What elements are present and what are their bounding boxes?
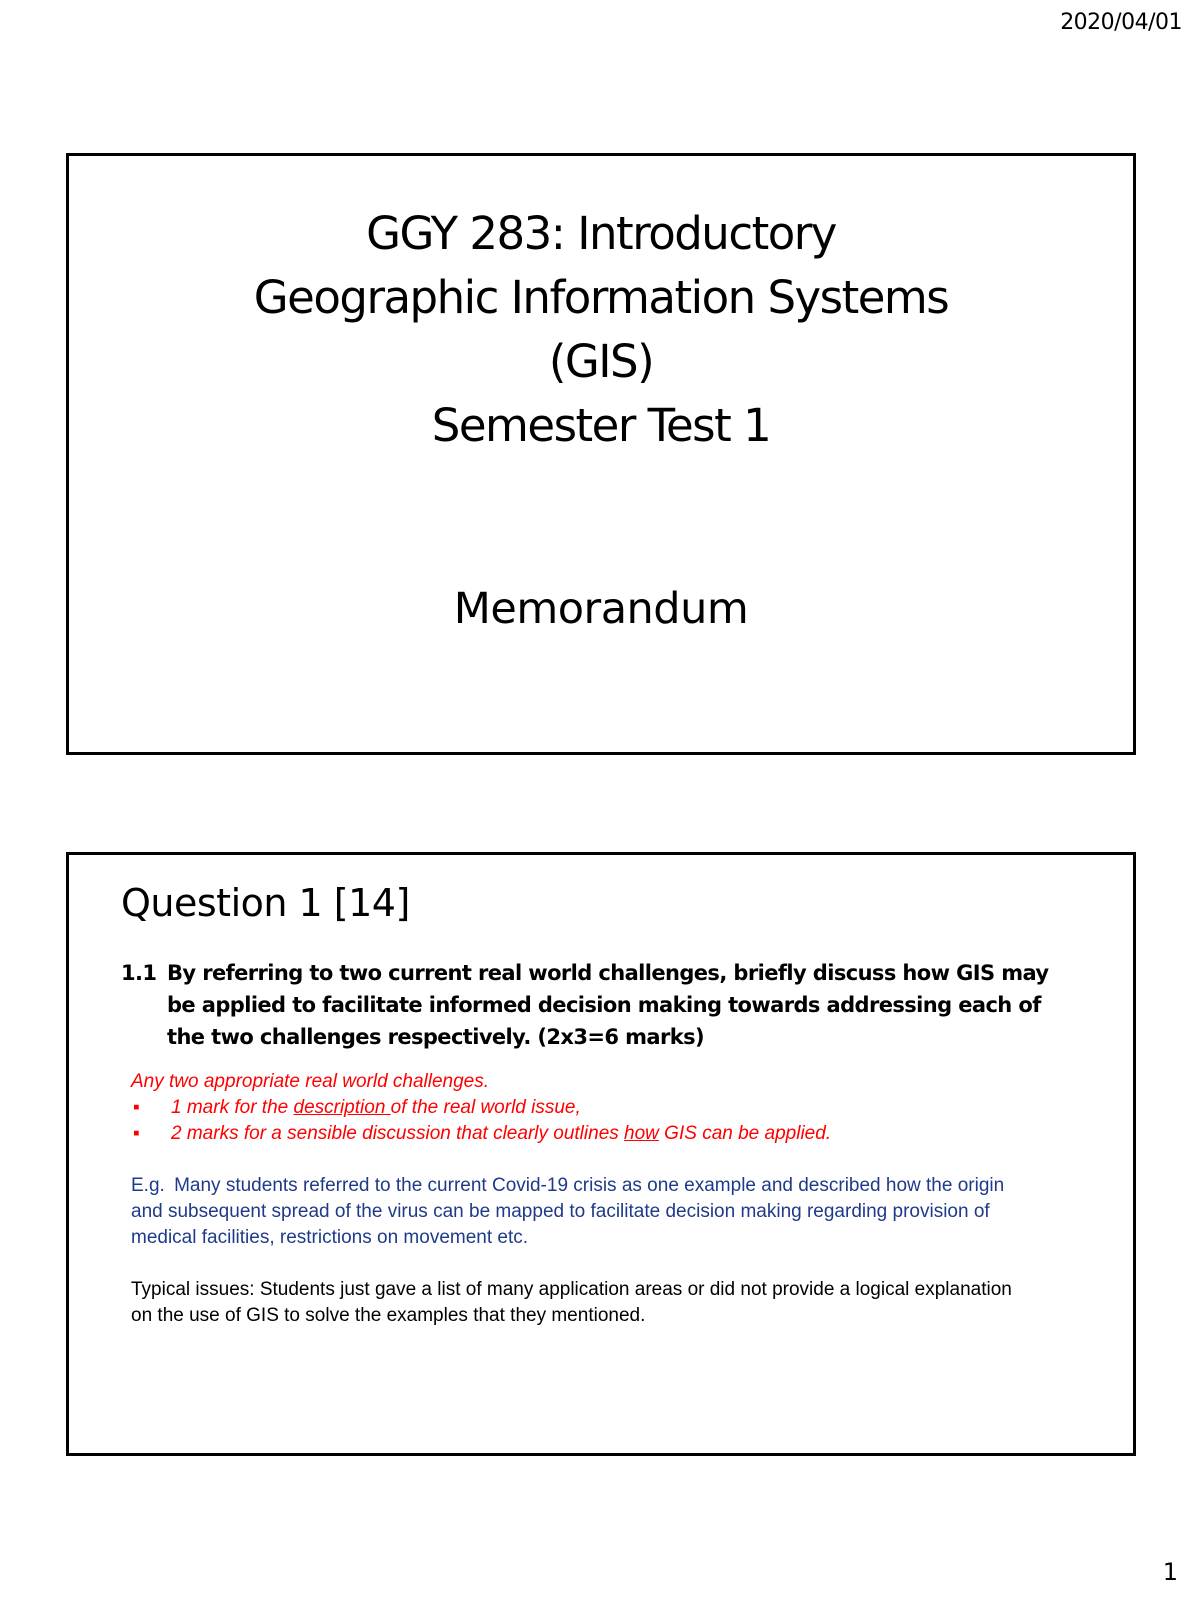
bullet-icon: ▪ [133, 1123, 140, 1144]
marking-item-underlined: description [293, 1097, 391, 1118]
example-answer [131, 1173, 1031, 1251]
marking-item-text-before: 1 mark for the [171, 1097, 294, 1118]
marking-item [131, 1121, 1091, 1147]
question-slide [66, 852, 1136, 1456]
marking-item [131, 1095, 1091, 1121]
example-text: Many students referred to the current Covid-19 crisis as one example and described how the origin and subsequent spread of the virus can be mapped to facilitate decision making regarding provision of medical facilities, restrictions on movement etc. [131, 1175, 1005, 1248]
page-number: 1 [1162, 1558, 1178, 1586]
title-line-subject: Geographic Information Systems [253, 271, 949, 324]
marking-item-underlined: how [624, 1123, 659, 1144]
marking-item-text-after: of the real world issue, [390, 1097, 581, 1118]
slide-subtitle: Memorandum [453, 584, 749, 634]
typical-issues: Typical issues: Students just gave a list of many application areas or did not provide a logical explanation on the use of GIS to solve the examples that they mentioned. [131, 1279, 1012, 1326]
marking-intro: Any two appropriate real world challenges. [131, 1071, 490, 1092]
bullet-icon: ▪ [133, 1097, 140, 1118]
marking-list [131, 1095, 1091, 1147]
title-line-acronym: (GIS) [548, 335, 654, 388]
marking-guideline [131, 1069, 1091, 1147]
title-slide [66, 153, 1136, 755]
question-number: 1.1 [121, 961, 157, 985]
question-heading: Question 1 [14] [121, 881, 410, 925]
marking-item-text-before: 2 marks for a sensible discussion that clearly outlines [171, 1123, 625, 1144]
slide-title [69, 202, 1133, 458]
example-lead: E.g. [131, 1175, 165, 1196]
title-line-test: Semester Test 1 [431, 399, 771, 452]
marking-item-text-after: GIS can be applied. [658, 1123, 832, 1144]
question-text: By referring to two current real world challenges, briefly discuss how GIS may be applied to facilitate informed decision making towards addressing each of the two challenges respectively. (2x3=6 marks) [167, 961, 1049, 1049]
title-line-course: GGY 283: Introductory [366, 207, 836, 260]
question-prompt [121, 957, 1081, 1053]
page-date: 2020/04/01 [1060, 10, 1182, 35]
